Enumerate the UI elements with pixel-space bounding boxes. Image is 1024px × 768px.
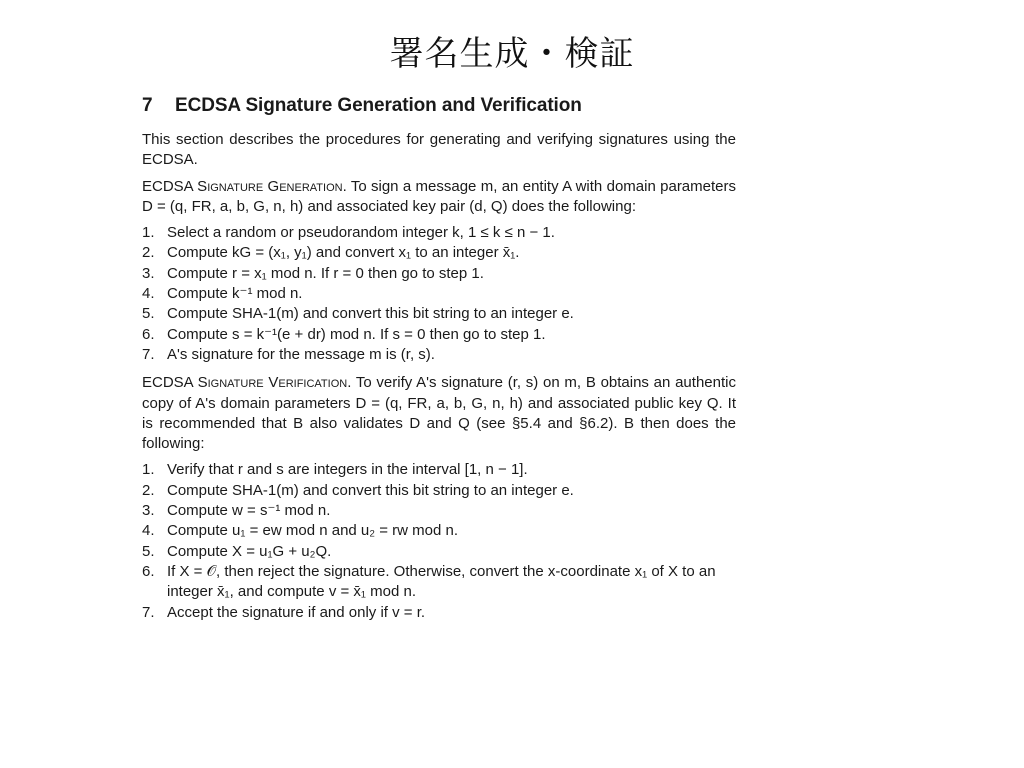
list-item: 7. Accept the signature if and only if v = r. [142, 603, 736, 623]
verification-text: To verify A's signature (r, s) on m, B obtains an authentic copy of A's domain parameters D = (q, FR, a, b, G, n, h) and associated public key Q. It is recommended that B also validates D and Q (see §5.4 and §6.2). B then does the following: [142, 374, 736, 453]
generation-label: ECDSA Signature Generation. [142, 177, 347, 195]
list-item: 1. Verify that r and s are integers in the interval [1, n − 1]. [142, 460, 736, 480]
step-text: Compute kG = (x₁, y₁) and convert x₁ to an integer x̄₁. [167, 244, 520, 262]
step-text: Compute k⁻¹ mod n. [167, 285, 303, 303]
step-text: Compute w = s⁻¹ mod n. [167, 502, 331, 520]
section-number: 7 [142, 95, 153, 116]
verification-label: ECDSA Signature Verification. [142, 374, 352, 392]
list-item: 6. If X = 𝒪, then reject the signature. Otherwise, convert the x-coordinate x₁ of X to an integer x̄₁, and compute v = x̄₁ mod n. [142, 562, 736, 603]
list-item: 1. Select a random or pseudorandom integer k, 1 ≤ k ≤ n − 1. [142, 223, 736, 243]
generation-text: To sign a message m, an entity A with domain parameters D = (q, FR, a, b, G, n, h) and associated key pair (d, Q) does the following: [142, 177, 736, 215]
list-item: 2. Compute SHA-1(m) and convert this bit string to an integer e. [142, 481, 736, 501]
step-text: Compute r = x₁ mod n. If r = 0 then go to step 1. [167, 264, 484, 282]
list-item: 2. Compute kG = (x₁, y₁) and convert x₁ to an integer x̄₁. [142, 243, 736, 263]
step-text: Compute u₁ = ew mod n and u₂ = rw mod n. [167, 522, 459, 540]
step-text: Compute SHA-1(m) and convert this bit string to an integer e. [167, 481, 574, 499]
verification-paragraph [142, 373, 736, 454]
list-item: 4. Compute u₁ = ew mod n and u₂ = rw mod n. [142, 521, 736, 541]
step-text: Select a random or pseudorandom integer k, 1 ≤ k ≤ n − 1. [167, 224, 555, 242]
list-item: 3. Compute r = x₁ mod n. If r = 0 then go to step 1. [142, 264, 736, 284]
list-item: 7. A's signature for the message m is (r, s). [142, 345, 736, 365]
step-text: Verify that r and s are integers in the interval [1, n − 1]. [167, 461, 528, 479]
list-item: 3. Compute w = s⁻¹ mod n. [142, 501, 736, 521]
section-heading [142, 94, 736, 118]
list-item: 4. Compute k⁻¹ mod n. [142, 284, 736, 304]
list-item: 5. Compute SHA-1(m) and convert this bit string to an integer e. [142, 304, 736, 324]
step-text: Compute X = u₁G + u₂Q. [167, 542, 332, 560]
verification-steps [142, 460, 736, 622]
step-text: If X = 𝒪, then reject the signature. Otherwise, convert the x-coordinate x₁ of X to an integer x̄₁, and compute v = x̄₁ mod n. [167, 562, 716, 601]
generation-steps [142, 223, 736, 365]
step-text: A's signature for the message m is (r, s). [167, 345, 435, 363]
generation-paragraph [142, 177, 736, 218]
list-item: 5. Compute X = u₁G + u₂Q. [142, 542, 736, 562]
list-item: 6. Compute s = k⁻¹(e + dr) mod n. If s = 0 then go to step 1. [142, 325, 736, 345]
intro-paragraph: This section describes the procedures for generating and verifying signatures using the ECDSA. [142, 131, 736, 169]
slide-title: 署名生成・検証 [389, 34, 635, 74]
document-excerpt [142, 94, 736, 631]
step-text: Compute s = k⁻¹(e + dr) mod n. If s = 0 then go to step 1. [167, 325, 546, 343]
section-title: ECDSA Signature Generation and Verification [175, 95, 582, 116]
step-text: Compute SHA-1(m) and convert this bit string to an integer e. [167, 305, 574, 323]
step-text: Accept the signature if and only if v = r. [167, 603, 426, 621]
